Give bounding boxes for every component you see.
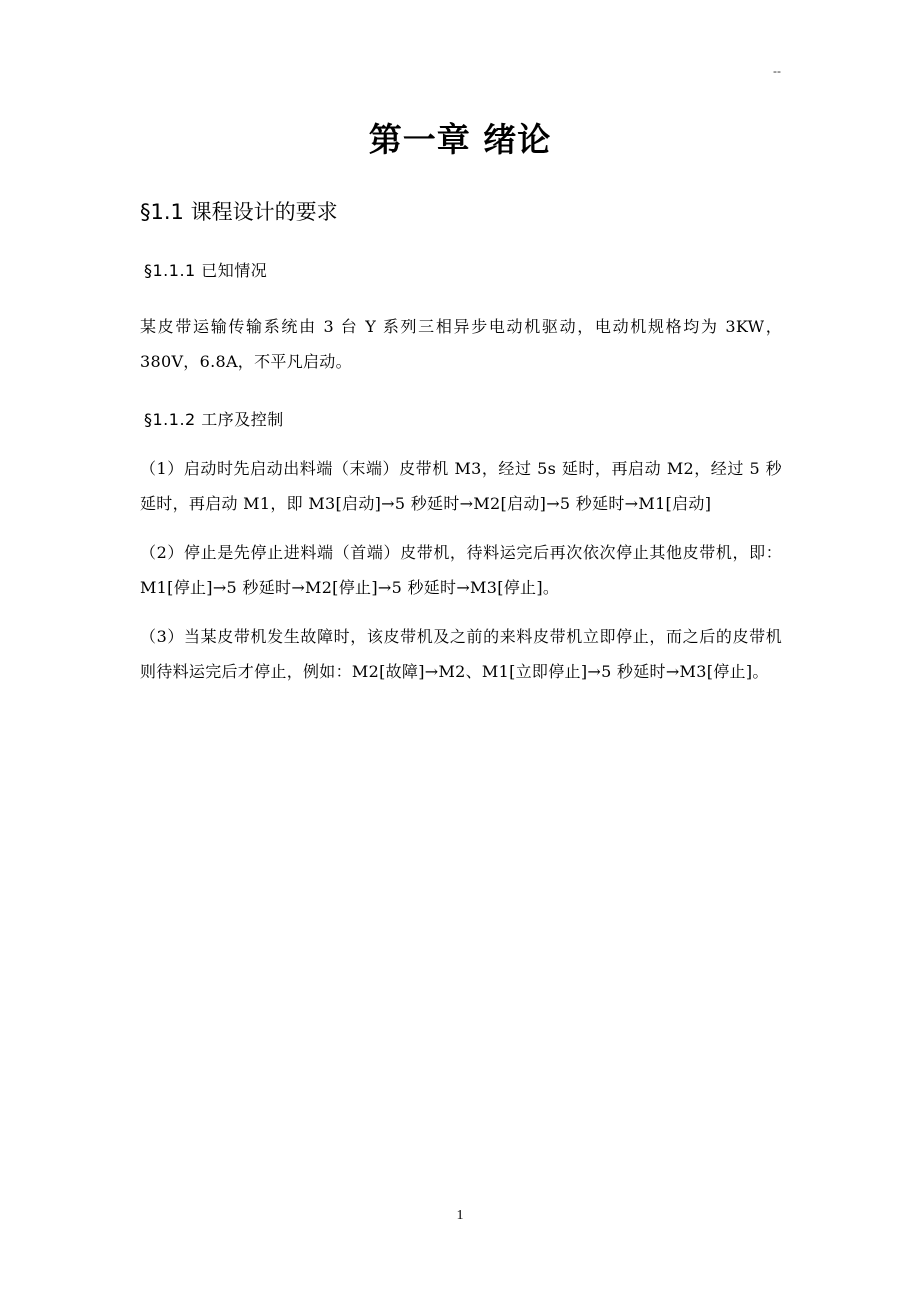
header-mark: -- <box>773 64 781 78</box>
paragraph-stop-sequence: （2）停止是先停止进料端（首端）皮带机，待料运完后再次依次停止其他皮带机，即：M1[停止]→5 秒延时→M2[停止]→5 秒延时→M3[停止]。 <box>140 543 782 597</box>
paragraph-fault-handling: （3）当某皮带机发生故障时，该皮带机及之前的来料皮带机立即停止，而之后的皮带机则待料运完后才停止，例如：M2[故障]→M2、M1[立即停止]→5 秒延时→M3[停止]。 <box>140 627 782 681</box>
section-title: §1.1 课程设计的要求 <box>140 200 338 224</box>
paragraph-known-conditions: 某皮带运输传输系统由 3 台 Y 系列三相异步电动机驱动，电动机规格均为 3KW，380V，6.8A，不平凡启动。 <box>140 317 782 371</box>
subsection-title-known-conditions: §1.1.1 已知情况 <box>144 261 268 280</box>
subsection-title-process-control: §1.1.2 工序及控制 <box>144 410 284 429</box>
chapter-title: 第一章 绪论 <box>368 120 552 159</box>
paragraph-startup-sequence: （1）启动时先启动出料端（末端）皮带机 M3，经过 5s 延时，再启动 M2，经过 5 秒延时，再启动 M1，即 M3[启动]→5 秒延时→M2[启动]→5 秒延时→M1[启动] <box>140 459 782 513</box>
page-number: 1 <box>456 1208 464 1223</box>
